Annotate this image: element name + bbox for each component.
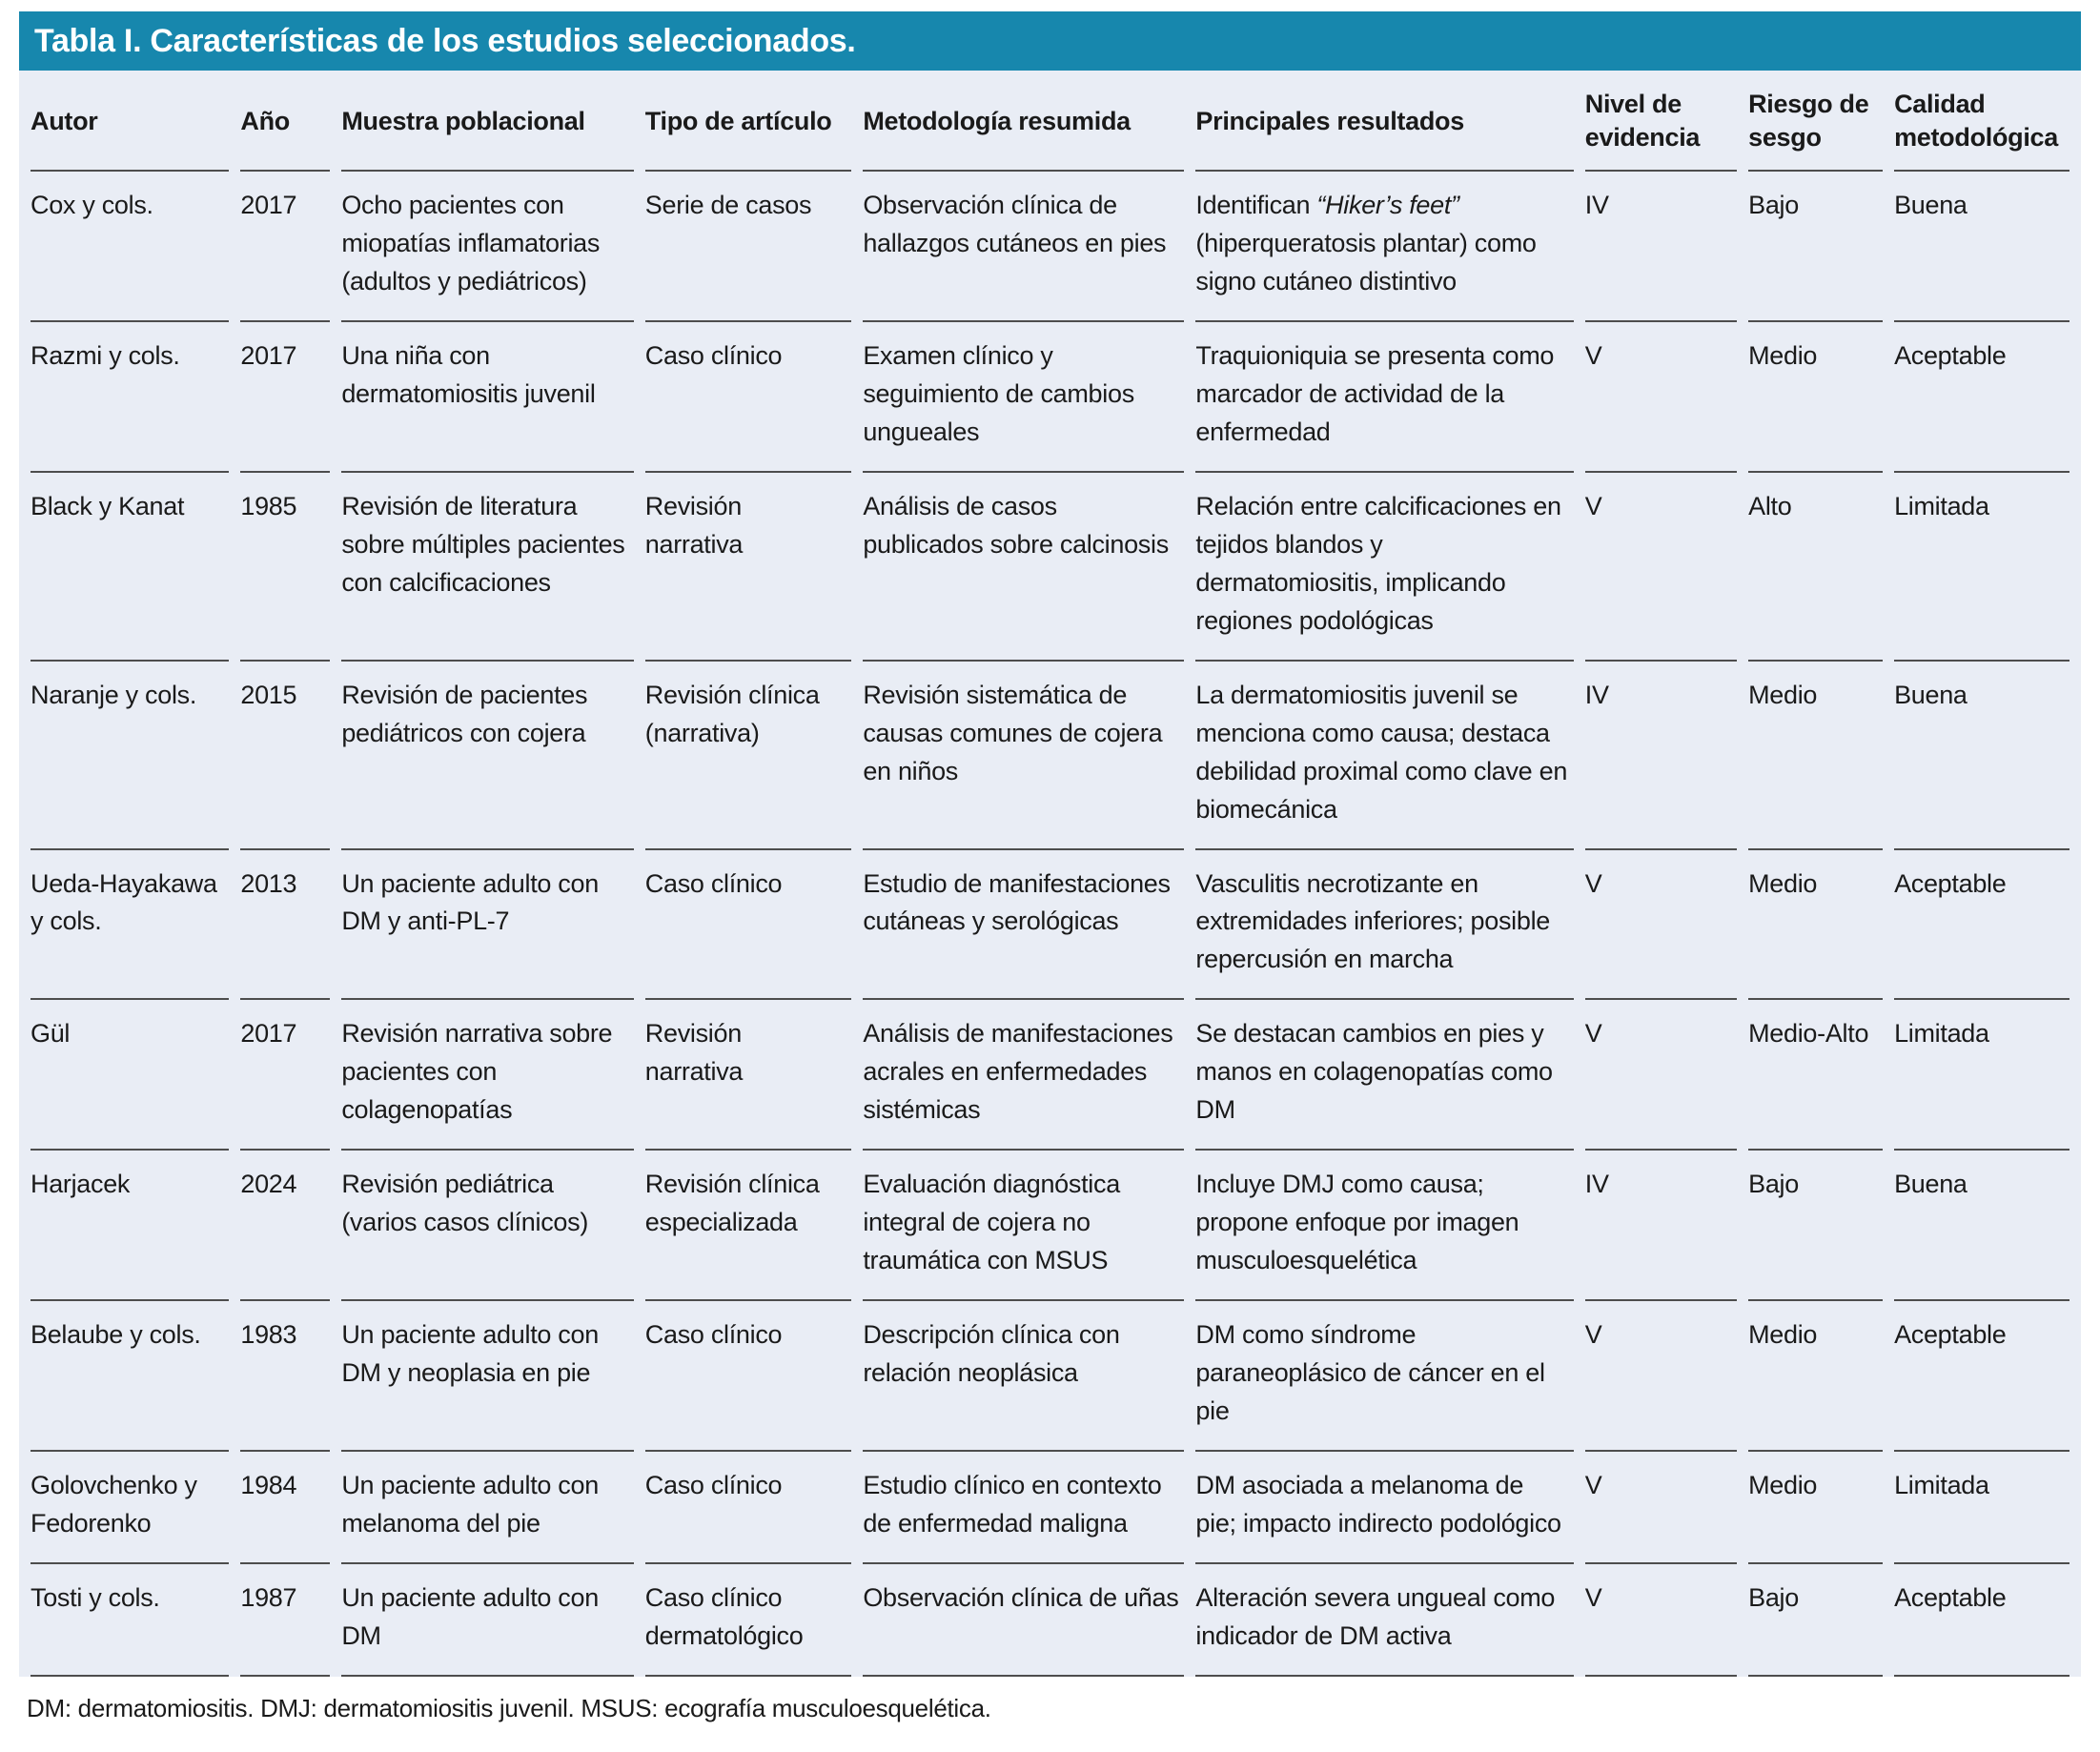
cell-calidad: Aceptable xyxy=(1894,850,2069,1001)
studies-table xyxy=(19,71,2081,1677)
cell-muestra: Revisión de pacientes pediátricos con cojera xyxy=(341,662,633,850)
cell-calidad: Buena xyxy=(1894,662,2069,850)
column-header-autor: Autor xyxy=(31,71,229,172)
cell-tipo: Revisión narrativa xyxy=(645,473,852,662)
cell-metodologia: Examen clínico y seguimiento de cambios ungueales xyxy=(863,322,1184,473)
column-header-nivel: Nivel de evidencia xyxy=(1585,71,1737,172)
cell-calidad: Limitada xyxy=(1894,473,2069,662)
cell-ano: 2013 xyxy=(240,850,330,1001)
cell-ano: 1987 xyxy=(240,1564,330,1677)
cell-nivel: V xyxy=(1585,322,1737,473)
cell-nivel: IV xyxy=(1585,1151,1737,1301)
cell-calidad: Buena xyxy=(1894,172,2069,322)
table-row xyxy=(31,1452,2069,1564)
cell-nivel: V xyxy=(1585,1564,1737,1677)
cell-nivel: IV xyxy=(1585,662,1737,850)
cell-calidad: Aceptable xyxy=(1894,1301,2069,1452)
cell-resultados: Se destacan cambios en pies y manos en colagenopatías como DM xyxy=(1195,1000,1573,1151)
table-row xyxy=(31,473,2069,662)
cell-ano: 1985 xyxy=(240,473,330,662)
table-row xyxy=(31,850,2069,1001)
cell-autor: Tosti y cols. xyxy=(31,1564,229,1677)
cell-riesgo: Medio xyxy=(1748,662,1883,850)
cell-resultados: La dermatomiositis juvenil se menciona como causa; destaca debilidad proximal como clave en biomecánica xyxy=(1195,662,1573,850)
cell-nivel: V xyxy=(1585,850,1737,1001)
cell-resultados: Traquioniquia se presenta como marcador de actividad de la enfermedad xyxy=(1195,322,1573,473)
cell-metodologia: Descripción clínica con relación neoplásica xyxy=(863,1301,1184,1452)
cell-calidad: Buena xyxy=(1894,1151,2069,1301)
cell-riesgo: Medio xyxy=(1748,1301,1883,1452)
cell-tipo: Revisión narrativa xyxy=(645,1000,852,1151)
cell-muestra: Un paciente adulto con melanoma del pie xyxy=(341,1452,633,1564)
cell-autor: Ueda-Hayakawa y cols. xyxy=(31,850,229,1001)
table-row xyxy=(31,662,2069,850)
cell-metodologia: Evaluación diagnóstica integral de cojera no traumática con MSUS xyxy=(863,1151,1184,1301)
cell-calidad: Limitada xyxy=(1894,1452,2069,1564)
column-header-ano: Año xyxy=(240,71,330,172)
cell-autor: Naranje y cols. xyxy=(31,662,229,850)
table-title: Tabla I. Características de los estudios seleccionados. xyxy=(34,22,856,59)
cell-autor: Cox y cols. xyxy=(31,172,229,322)
cell-riesgo: Medio xyxy=(1748,1452,1883,1564)
cell-riesgo: Bajo xyxy=(1748,1564,1883,1677)
cell-resultados: Alteración severa ungueal como indicador de DM activa xyxy=(1195,1564,1573,1677)
table-row xyxy=(31,322,2069,473)
cell-tipo: Caso clínico xyxy=(645,850,852,1001)
cell-tipo: Caso clínico xyxy=(645,1301,852,1452)
cell-riesgo: Medio xyxy=(1748,850,1883,1001)
cell-metodologia: Observación clínica de hallazgos cutáneos en pies xyxy=(863,172,1184,322)
cell-autor: Belaube y cols. xyxy=(31,1301,229,1452)
cell-tipo: Caso clínico dermatológico xyxy=(645,1564,852,1677)
cell-tipo: Serie de casos xyxy=(645,172,852,322)
cell-autor: Gül xyxy=(31,1000,229,1151)
cell-metodologia: Estudio clínico en contexto de enfermedad maligna xyxy=(863,1452,1184,1564)
cell-muestra: Revisión pediátrica (varios casos clínicos) xyxy=(341,1151,633,1301)
cell-muestra: Revisión narrativa sobre pacientes con colagenopatías xyxy=(341,1000,633,1151)
table-head xyxy=(31,71,2069,172)
cell-metodologia: Estudio de manifestaciones cutáneas y serológicas xyxy=(863,850,1184,1001)
cell-riesgo: Medio-Alto xyxy=(1748,1000,1883,1151)
cell-autor: Golovchenko y Fedorenko xyxy=(31,1452,229,1564)
column-header-tipo: Tipo de artículo xyxy=(645,71,852,172)
cell-riesgo: Medio xyxy=(1748,322,1883,473)
table-footnote: DM: dermatomiositis. DMJ: dermatomiositis juvenil. MSUS: ecografía musculoesquelética. xyxy=(27,1693,991,1722)
cell-tipo: Revisión clínica (narrativa) xyxy=(645,662,852,850)
cell-muestra: Una niña con dermatomiositis juvenil xyxy=(341,322,633,473)
cell-metodologia: Revisión sistemática de causas comunes de cojera en niños xyxy=(863,662,1184,850)
cell-resultados: Incluye DMJ como causa; propone enfoque por imagen musculoesquelética xyxy=(1195,1151,1573,1301)
cell-muestra: Ocho pacientes con miopatías inflamatorias (adultos y pediátricos) xyxy=(341,172,633,322)
cell-calidad: Aceptable xyxy=(1894,1564,2069,1677)
table-title-bar xyxy=(19,11,2081,71)
cell-ano: 1984 xyxy=(240,1452,330,1564)
cell-ano: 2015 xyxy=(240,662,330,850)
cell-tipo: Revisión clínica especializada xyxy=(645,1151,852,1301)
cell-muestra: Un paciente adulto con DM xyxy=(341,1564,633,1677)
column-header-muestra: Muestra poblacional xyxy=(341,71,633,172)
table-row xyxy=(31,1301,2069,1452)
cell-metodologia: Observación clínica de uñas xyxy=(863,1564,1184,1677)
table-row xyxy=(31,1564,2069,1677)
cell-metodologia: Análisis de manifestaciones acrales en enfermedades sistémicas xyxy=(863,1000,1184,1151)
cell-ano: 1983 xyxy=(240,1301,330,1452)
cell-muestra: Un paciente adulto con DM y anti-PL-7 xyxy=(341,850,633,1001)
cell-calidad: Limitada xyxy=(1894,1000,2069,1151)
cell-autor: Black y Kanat xyxy=(31,473,229,662)
cell-resultados: DM como síndrome paraneoplásico de cáncer en el pie xyxy=(1195,1301,1573,1452)
cell-metodologia: Análisis de casos publicados sobre calcinosis xyxy=(863,473,1184,662)
cell-nivel: V xyxy=(1585,473,1737,662)
cell-ano: 2017 xyxy=(240,1000,330,1151)
cell-resultados: Vasculitis necrotizante en extremidades inferiores; posible repercusión en marcha xyxy=(1195,850,1573,1001)
column-header-metodologia: Metodología resumida xyxy=(863,71,1184,172)
table-row xyxy=(31,1000,2069,1151)
cell-tipo: Caso clínico xyxy=(645,1452,852,1564)
table-body xyxy=(31,172,2069,1677)
cell-resultados: DM asociada a melanoma de pie; impacto indirecto podológico xyxy=(1195,1452,1573,1564)
table-row xyxy=(31,172,2069,322)
cell-autor: Harjacek xyxy=(31,1151,229,1301)
cell-muestra: Un paciente adulto con DM y neoplasia en pie xyxy=(341,1301,633,1452)
cell-autor: Razmi y cols. xyxy=(31,322,229,473)
cell-calidad: Aceptable xyxy=(1894,322,2069,473)
cell-nivel: V xyxy=(1585,1452,1737,1564)
cell-riesgo: Bajo xyxy=(1748,1151,1883,1301)
column-header-resultados: Principales resultados xyxy=(1195,71,1573,172)
column-header-riesgo: Riesgo de sesgo xyxy=(1748,71,1883,172)
column-header-calidad: Calidad metodológica xyxy=(1894,71,2069,172)
cell-ano: 2017 xyxy=(240,322,330,473)
header-row xyxy=(31,71,2069,172)
cell-nivel: V xyxy=(1585,1000,1737,1151)
cell-nivel: V xyxy=(1585,1301,1737,1452)
cell-riesgo: Alto xyxy=(1748,473,1883,662)
table-row xyxy=(31,1151,2069,1301)
cell-nivel: IV xyxy=(1585,172,1737,322)
cell-ano: 2024 xyxy=(240,1151,330,1301)
cell-resultados: Identifican “Hiker’s feet” (hiperqueratosis plantar) como signo cutáneo distintivo xyxy=(1195,172,1573,322)
cell-tipo: Caso clínico xyxy=(645,322,852,473)
cell-ano: 2017 xyxy=(240,172,330,322)
cell-resultados: Relación entre calcificaciones en tejidos blandos y dermatomiositis, implicando regiones podológicas xyxy=(1195,473,1573,662)
cell-muestra: Revisión de literatura sobre múltiples pacientes con calcificaciones xyxy=(341,473,633,662)
cell-riesgo: Bajo xyxy=(1748,172,1883,322)
